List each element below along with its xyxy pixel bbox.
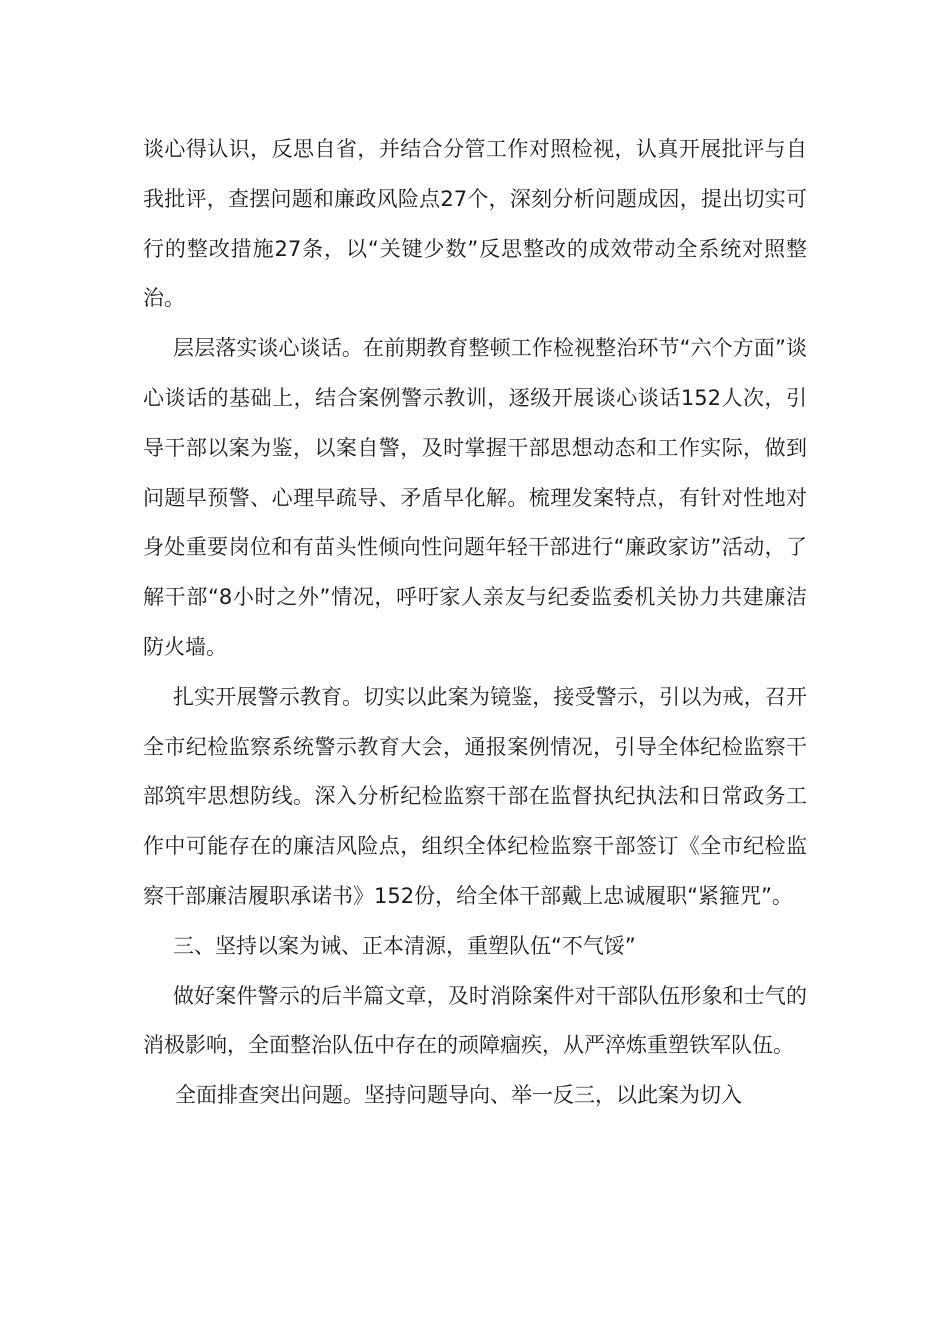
section-heading-three: 三、坚持以案为诫、正本清源，重塑队伍“不气馁”	[173, 933, 636, 958]
paragraph-heart-to-heart-talks: 层层落实谈心谈话。在前期教育整顿工作检视整治环节“六个方面”谈心谈话的基础上，结合案例警示教训，逐级开展谈心谈话152人次，引导干部以案为鉴，以案自警，及时掌握干部思想动态和工作实际，做到问题早预警、心理早疏导、矛盾早化解。梳理发案特点，有针对性地对身处重要岗位和有苗头性倾向性问题年轻干部进行“廉政家访”活动，了解干部“8小时之外”情况，呼吁家人亲友与纪委监委机关协力共建廉洁防火墙。	[143, 336, 807, 659]
document-body	[143, 125, 807, 1121]
paragraph-continued: 谈心得认识，反思自省，并结合分管工作对照检视，认真开展批评与自我批评，查摆问题和廉政风险点27个，深刻分析问题成因，提出切实可行的整改措施27条，以“关键少数”反思整改的成效带动全系统对照整治。	[143, 137, 807, 311]
paragraph-section-intro: 做好案件警示的后半篇文章，及时消除案件对干部队伍形象和士气的消极影响，全面整治队伍中存在的顽障痼疾，从严淬炼重塑铁军队伍。	[143, 983, 807, 1058]
paragraph-problem-screening: 全面排查突出问题。坚持问题导向、举一反三，以此案为切入	[175, 1083, 742, 1108]
paragraph-warning-education: 扎实开展警示教育。切实以此案为镜鉴，接受警示，引以为戒，召开全市纪检监察系统警示教育大会，通报案例情况，引导全体纪检监察干部筑牢思想防线。深入分析纪检监察干部在监督执纪执法和日常政务工作中可能存在的廉洁风险点，组织全体纪检监察干部签订《全市纪检监察干部廉洁履职承诺书》152份，给全体干部戴上忠诚履职“紧箍咒”。	[143, 684, 807, 908]
